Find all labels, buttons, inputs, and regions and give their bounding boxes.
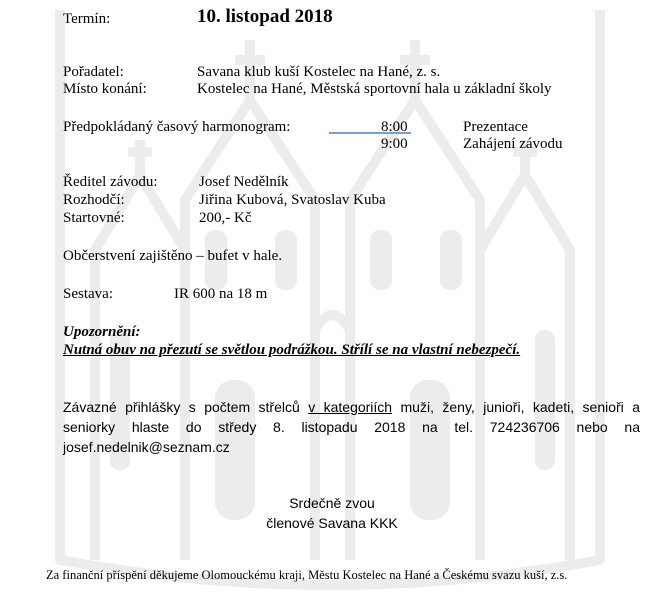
- termin-date: 10. listopad 2018: [197, 6, 333, 27]
- registration-text: muži, ženy, junioři, kadeti, senioři a seniorky hlaste do středy 8. listopadu 2018 na tel. 724236706 nebo na josef.nedelnik@seznam.cz: [63, 399, 640, 455]
- schedule-event: Prezentace: [463, 119, 528, 135]
- reditel-value: Josef Nedělník: [199, 174, 289, 190]
- startovne-value: 200,- Kč: [199, 210, 252, 226]
- sestava-value: IR 600 na 18 m: [174, 286, 268, 302]
- sestava-label: Sestava:: [63, 286, 113, 302]
- schedule-time: 8:00: [381, 119, 408, 135]
- poradatel-label: Pořadatel:: [63, 64, 124, 80]
- rozhodci-label: Rozhodčí:: [63, 192, 125, 208]
- rozhodci-value: Jiřina Kubová, Svatoslav Kuba: [199, 192, 386, 208]
- categories-link[interactable]: v kategoriích: [308, 399, 393, 415]
- registration-paragraph: [63, 397, 640, 457]
- startovne-label: Startovné:: [63, 210, 125, 226]
- footer-acknowledgement: Za finanční příspění děkujeme Olomouckému kraji, Městu Kostelec na Hané a Českému svazu kuší, z.s.: [46, 568, 568, 582]
- closing-line: Srdečně zvou: [289, 495, 375, 511]
- termin-label: Termín:: [63, 11, 111, 27]
- misto-value: Kostelec na Hané, Městská sportovní hala u základní školy: [197, 81, 552, 97]
- schedule-time: 9:00: [381, 136, 408, 152]
- warning-title: Upozornění:: [63, 324, 141, 340]
- closing-line: členové Savana KKK: [266, 515, 398, 531]
- refreshments-note: Občerstvení zajištěno – bufet v hale.: [63, 248, 283, 264]
- reditel-label: Ředitel závodu:: [63, 174, 158, 190]
- schedule-event: Zahájení závodu: [463, 136, 563, 152]
- registration-text: Závazné přihlášky s počtem střelců: [63, 399, 309, 415]
- poradatel-value: Savana klub kuší Kostelec na Hané, z. s.: [197, 64, 441, 80]
- schedule-label: Předpokládaný časový harmonogram:: [63, 119, 291, 135]
- warning-text: Nutná obuv na přezutí se světlou podrážkou. Střílí se na vlastní nebezpečí.: [63, 342, 521, 358]
- misto-label: Místo konání:: [63, 81, 147, 97]
